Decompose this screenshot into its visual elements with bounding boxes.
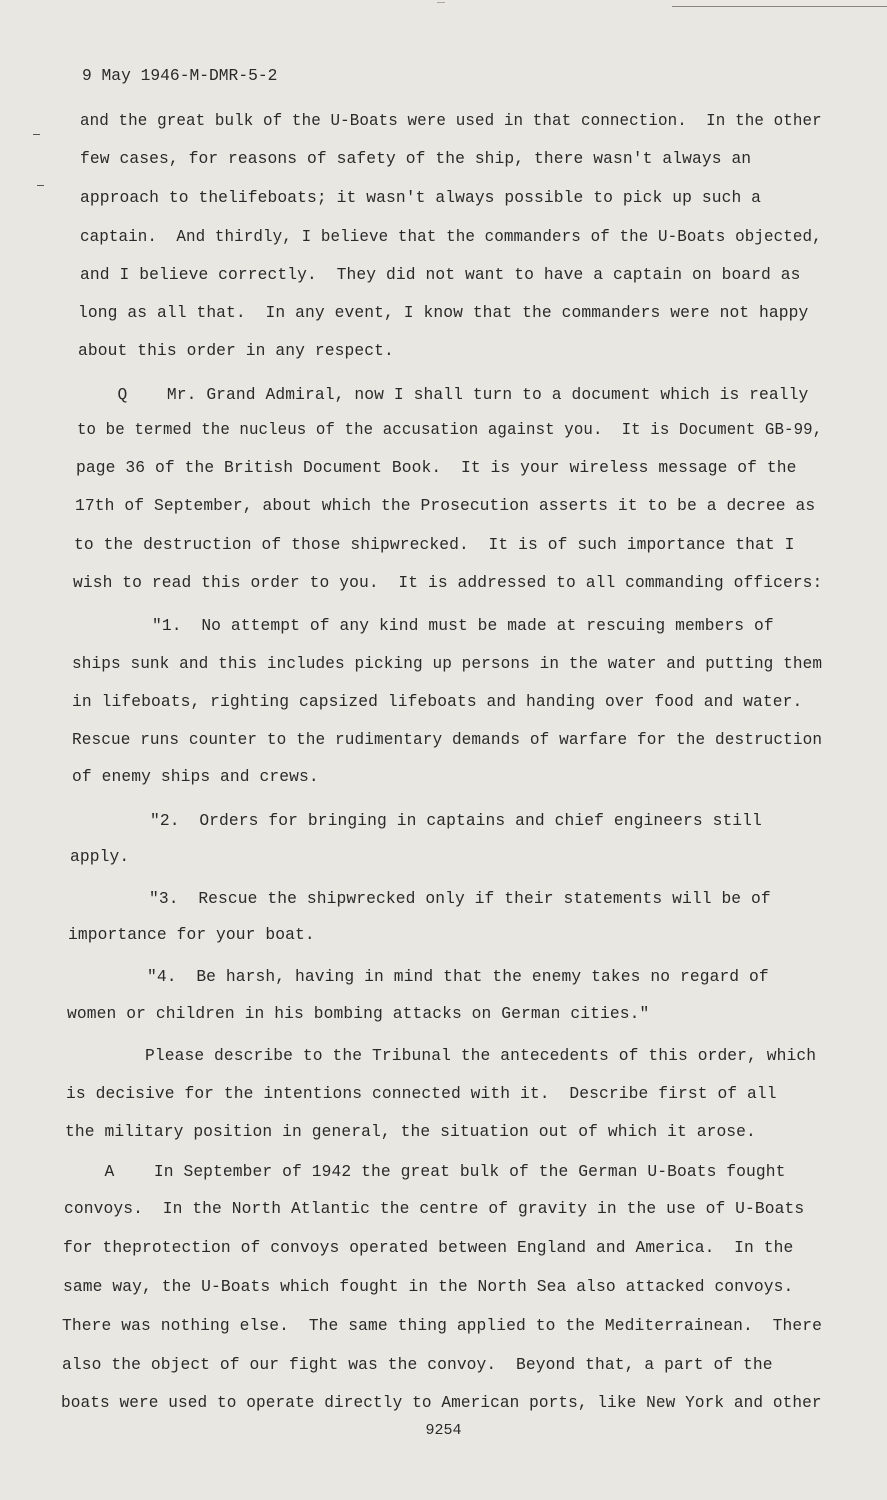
text-line: "3. Rescue the shipwrecked only if their statements will be of: [70, 889, 771, 908]
text-line: of enemy ships and crews.: [72, 767, 319, 786]
text-line: approach to thelifeboats; it wasn't always possible to pick up such a: [80, 188, 762, 207]
margin-mark: [37, 185, 44, 186]
text-line: convoys. In the North Atlantic the centre of gravity in the use of U-Boats: [64, 1199, 805, 1218]
text-line: long as all that. In any event, I know that the commanders were not happy: [78, 303, 809, 322]
text-line: few cases, for reasons of safety of the ship, there wasn't always an: [80, 149, 752, 168]
text-line: about this order in any respect.: [78, 341, 394, 360]
text-line: and I believe correctly. They did not want to have a captain on board as: [80, 265, 801, 284]
text-line: Rescue runs counter to the rudimentary demands of warfare for the destruction: [72, 730, 823, 749]
text-line: same way, the U-Boats which fought in the North Sea also attacked convoys.: [63, 1277, 794, 1296]
text-line: to the destruction of those shipwrecked. It is of such importance that I: [74, 535, 795, 554]
document-header: 9 May 1946-M-DMR-5-2: [82, 66, 278, 85]
text-line: in lifeboats, righting capsized lifeboats and handing over food and water.: [72, 692, 803, 711]
text-line: to be termed the nucleus of the accusation against you. It is Document GB-99,: [77, 420, 823, 439]
text-line: importance for your boat.: [68, 925, 315, 944]
text-line: A In September of 1942 the great bulk of the German U-Boats fought: [65, 1162, 786, 1181]
text-line: for theprotection of convoys operated between England and America. In the: [63, 1238, 794, 1257]
text-line: "2. Orders for bringing in captains and chief engineers still: [71, 811, 762, 830]
text-line: There was nothing else. The same thing applied to the Mediterrainean. There: [62, 1316, 823, 1335]
text-line: "1. No attempt of any kind must be made at rescuing members of: [73, 616, 774, 635]
top-mark: [437, 2, 445, 3]
text-line: the military position in general, the situation out of which it arose.: [65, 1122, 756, 1141]
text-line: apply.: [70, 847, 130, 866]
page-number: 9254: [425, 1422, 462, 1439]
text-line: Q Mr. Grand Admiral, now I shall turn to a document which is really: [78, 385, 809, 404]
text-line: "4. Be harsh, having in mind that the enemy takes no regard of: [68, 967, 769, 986]
text-line: ships sunk and this includes picking up persons in the water and putting them: [72, 654, 823, 673]
margin-mark: [33, 134, 40, 135]
text-line: page 36 of the British Document Book. It is your wireless message of the: [76, 458, 797, 477]
text-line: boats were used to operate directly to American ports, like New York and other: [61, 1393, 822, 1412]
text-line: also the object of our fight was the convoy. Beyond that, a part of the: [62, 1355, 773, 1374]
text-line: captain. And thirdly, I believe that the commanders of the U-Boats objected,: [80, 227, 822, 246]
text-line: Please describe to the Tribunal the antecedents of this order, which: [66, 1046, 817, 1065]
top-rule: [672, 6, 887, 7]
text-line: 17th of September, about which the Prosecution asserts it to be a decree as: [75, 496, 816, 515]
text-line: wish to read this order to you. It is addressed to all commanding officers:: [73, 573, 823, 592]
text-line: and the great bulk of the U-Boats were used in that connection. In the other: [80, 111, 822, 130]
text-line: women or children in his bombing attacks on German cities.": [67, 1004, 650, 1023]
text-line: is decisive for the intentions connected with it. Describe first of all: [66, 1084, 777, 1103]
